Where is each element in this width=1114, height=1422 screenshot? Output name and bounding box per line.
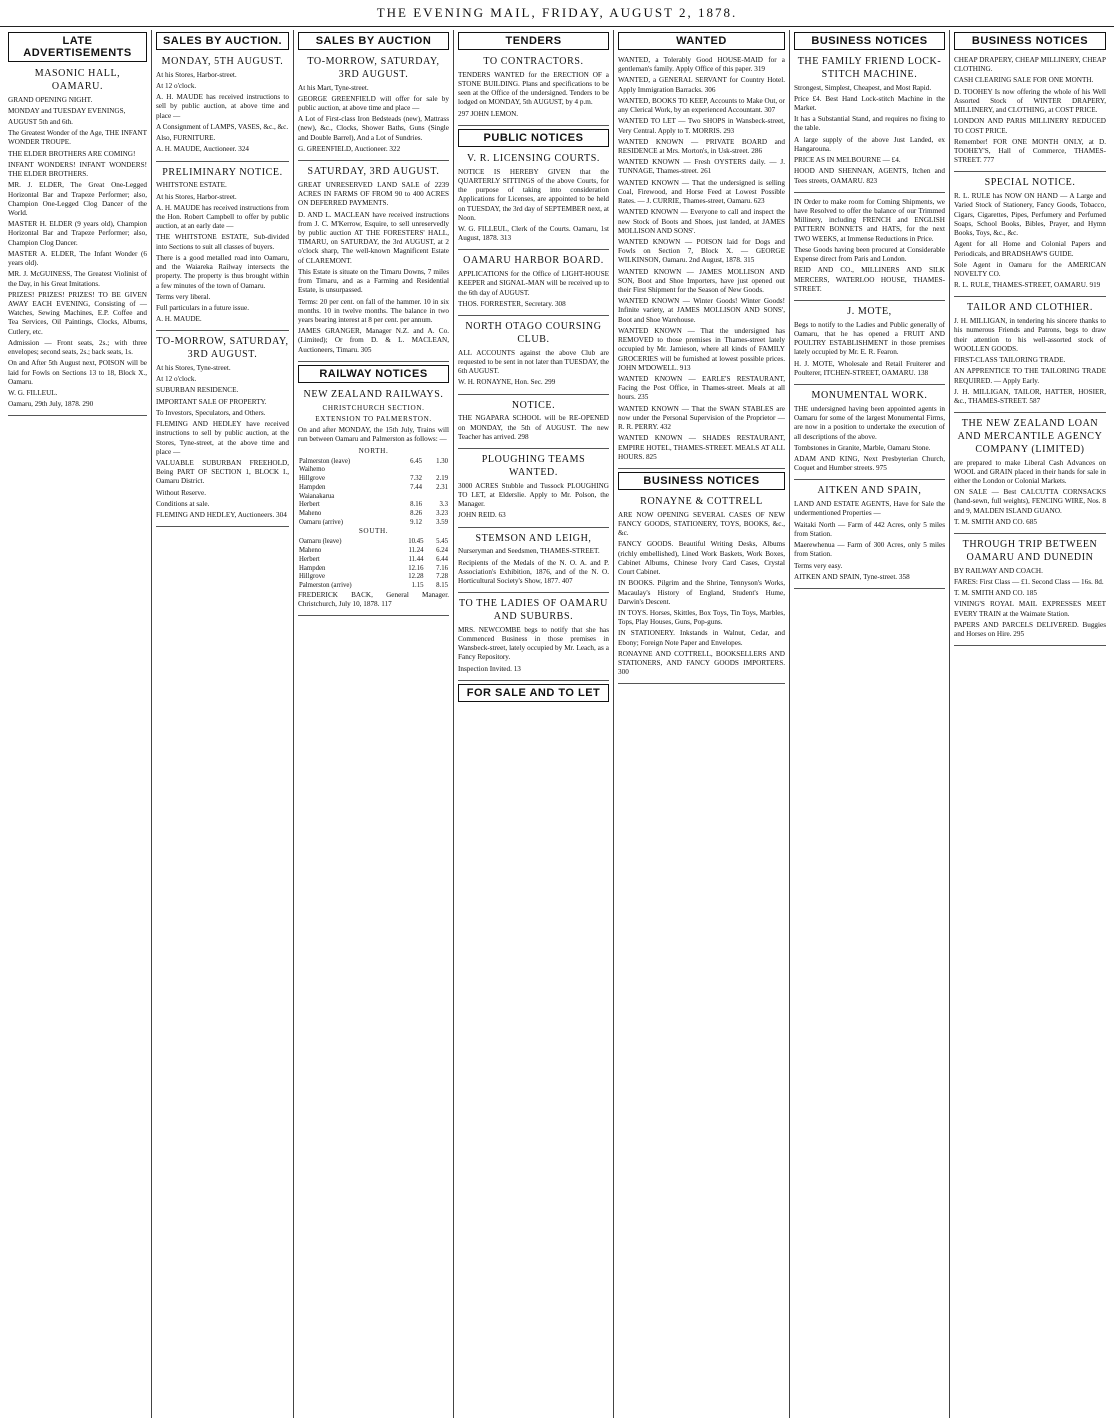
ad-line: ARE NOW OPENING SEVERAL CASES OF NEW FANCY GOODS, STATIONERY, TOYS, BOOKS, &c., &c.: [618, 510, 785, 538]
ad-line: D. AND L. MACLEAN have received instructions from J. C. M'Kerrow, Esquire, to sell unreservedly by public auction AT THE FORESTERS' HALL, TIMARU, on SATURDAY, the 3rd AUGUST, at 2 o'clock sharp, The well-known Magnificent Estate of CLAREMONT.: [298, 210, 449, 265]
ad-line: WANTED KNOWN — POISON laid for Dogs and Fowls on Section 7, Block X. — GEORGE WILKINSON, Oamaru. 2nd August, 1878. 315: [618, 237, 785, 265]
timetable-cell: 7.16: [436, 564, 448, 572]
timetable-cell: Waianakarua: [299, 492, 335, 500]
ad-line: FANCY GOODS. Beautiful Writing Desks, Albums (richly embellished), Lined Work Baskets, Work Boxes, Cabinet Albums, Chinese Ivory Card Cases, Crystal Court Cabinet.: [618, 540, 785, 577]
section-heading: RAILWAY NOTICES: [298, 365, 449, 383]
ad-line: W. G. FILLEUL, Clerk of the Courts. Oamaru, 1st August, 1878. 313: [458, 225, 609, 243]
ad-line: MR. J. ELDER, The Great One-Legged Horizontal Bar and Trapeze Performer; also, Champion One-Legged Clog Dancer of the World.: [8, 181, 147, 217]
advertisement: [458, 596, 609, 681]
ad-line: LONDON AND PARIS MILLINERY REDUCED TO COST PRICE.: [954, 117, 1106, 135]
timetable-cell: 5.45: [436, 538, 448, 546]
ad-line: Terms very liberal.: [156, 292, 211, 301]
advertisement: [954, 175, 1106, 297]
ad-line: APPLICATIONS for the Office of LIGHT-HOUSE KEEPER and SIGNAL-MAN will be received up to the 6th day of AUGUST.: [458, 270, 609, 297]
ad-title: THE FAMILY FRIEND LOCK-STITCH MACHINE.: [797, 56, 942, 80]
ad-line: Remember! FOR ONE MONTH ONLY, at D. TOOHEY'S, Hall of Commerce, THAMES-STREET. 777: [954, 137, 1106, 165]
ad-line: Sole Agent in Oamaru for the AMERICAN NOVELTY CO.: [954, 260, 1106, 278]
ad-line: are prepared to make Liberal Cash Advances on WOOL and GRAIN placed in their hands for sale in either the London or Colonial Markets.: [954, 458, 1106, 485]
ad-title: RONAYNE & COTTRELL: [640, 495, 763, 507]
advertisement: [298, 54, 449, 161]
timetable-row: [298, 582, 449, 591]
advertisement: [8, 66, 147, 416]
timetable-cell: Maheno: [299, 509, 322, 517]
ad-line: T. M. SMITH AND CO. 185: [954, 589, 1037, 598]
timetable-cell: 6.45: [410, 457, 423, 465]
ad-line: FIRST-CLASS TAILORING TRADE.: [954, 356, 1066, 365]
ad-line: NOTICE IS HEREBY GIVEN that the QUARTERLY SITTINGS of the above Courts, for the purpose of taking into consideration Applications for Licenses, are appointed to be held on TUESDAY, the 3rd day of SEPTEMBER next, at Noon.: [458, 167, 609, 222]
ad-title: TO-MORROW, SATURDAY, 3RD AUGUST.: [307, 56, 440, 80]
ad-line: THE undersigned having been appointed agents in Oamaru for some of the largest Monumental Firms, are now in a position to undertake the execution of all descriptions of the above.: [794, 404, 945, 441]
timetable-row: [298, 466, 449, 475]
ad-line: A. H. MAUDE has received instructions to sell by public auction, at above time and place —: [156, 93, 289, 120]
ad-line: JAMES GRANGER, Manager N.Z. and A. Co. (Limited); Or from D. & L. MACLEAN, Auctioneers, Timaru. 305: [298, 327, 449, 354]
ad-line: WANTED KNOWN — PRIVATE BOARD and RESIDENCE at Mrs. Morton's, in Usk-street. 286: [618, 137, 785, 155]
ad-line: MRS. NEWCOMBE begs to notify that she has Commenced Business in those premises in Wansbeck-street, lately occupied by Mr. Leach, as a Fancy Repository.: [458, 625, 609, 662]
ad-line: MASTER H. ELDER (9 years old), Champion Horizontal Bar and Trapeze Performer; also, Champion Clog Dancer.: [8, 220, 147, 247]
timetable-cell: 9.12: [410, 518, 423, 526]
ad-line: J. H. MILLIGAN, TAILOR, HATTER, HOSIER, &c., THAMES-STREET. 587: [954, 387, 1106, 405]
timetable-row: [298, 501, 449, 510]
ad-line: THOS. FORRESTER, Secretary. 308: [458, 299, 566, 308]
ad-title: TO CONTRACTORS.: [483, 56, 584, 67]
ad-line: RONAYNE AND COTTRELL, BOOKSELLERS AND STATIONERS, AND FANCY GOODS IMPORTERS. 300: [618, 649, 785, 677]
ad-line: INFANT WONDERS! INFANT WONDERS! THE ELDER BROTHERS.: [8, 160, 147, 179]
ad-line: FARES: First Class — £1. Second Class — 16s. 8d.: [954, 577, 1104, 586]
ad-line: WANTED TO LET — Two SHOPS in Wansbeck-street, Very Central. Apply to T. MORRIS. 293: [618, 117, 785, 135]
section-heading: LATE ADVERTISEMENTS: [8, 32, 147, 62]
timetable-row: [298, 556, 449, 565]
advertisement: [618, 54, 785, 469]
timetable-cell: 6.24: [436, 547, 448, 555]
timetable-cell: [397, 493, 423, 502]
column-business-notices-2: [950, 30, 1110, 1418]
ad-line: On and After 5th August next, POISON will be laid for Fowls on Sections 13 to 18, Block X., Oamaru.: [8, 359, 147, 386]
timetable-cell: 12.16: [408, 564, 424, 572]
ad-line: Price £4. Best Hand Lock-stitch Machine in the Market.: [794, 94, 945, 113]
timetable-row: [298, 547, 449, 556]
advertisement: [794, 304, 945, 385]
ad-line: 3000 ACRES Stubble and Tussock PLOUGHING TO LET, at Elderslie. Apply to Mr. Polson, the Manager.: [458, 481, 609, 509]
timetable-cell: [423, 466, 449, 475]
advertisement: [458, 54, 609, 126]
ad-line: Recipients of the Medals of the N. O. A. and P. Association's Exhibition, 1876, and of the N. O. Horticultural Society's Show, 1877. 407: [458, 558, 609, 585]
ad-line: WANTED KNOWN — Winter Goods! Winter Goods! Infinite variety, at JAMES MOLLISON AND SONS', Boot and Shoe Warehouse.: [618, 297, 785, 324]
ad-line: WANTED KNOWN — Fresh OYSTERS daily. — J. TUNNAGE, Thames-street. 261: [618, 158, 785, 176]
railway-section: CHRISTCHURCH SECTION.: [322, 403, 425, 412]
ad-line: WANTED, a Tolerably Good HOUSE-MAID for a gentleman's family. Apply Office of this paper. 319: [618, 56, 785, 74]
timetable-cell: 3.3: [439, 501, 448, 509]
ad-line: AUGUST 5th and 6th.: [8, 118, 73, 127]
ad-line: At his Stores, Harbor-street.: [156, 192, 237, 201]
advertisement: [794, 196, 945, 301]
ad-line: HOOD AND SHENNAN, AGENTS, Itchen and Tees streets, OAMARU. 823: [794, 167, 945, 185]
ad-line: Inspection Invited. 13: [458, 664, 521, 673]
ad-line: PRIZES! PRIZES! PRIZES! TO BE GIVEN AWAY EACH EVENING, Consisting of — Watches, Sewing Machines, E.P. Coffee and Tea Services, Oil Paintings, Clocks, Albums, Cutlery, etc.: [8, 290, 147, 336]
advertisement: [794, 54, 945, 193]
ad-title: V. R. LICENSING COURTS.: [466, 152, 601, 164]
ad-line: MONDAY and TUESDAY EVENINGS,: [8, 106, 126, 115]
railway-title: NEW ZEALAND RAILWAYS.: [303, 388, 444, 400]
ad-title: THE NEW ZEALAND LOAN AND MERCANTILE AGENCY COMPANY (LIMITED): [957, 418, 1103, 455]
ad-line: D. TOOHEY Is now offering the whole of his Well Assorted Stock of WINTER DRAPERY, MILLINERY, and CLOTHING, at COST PRICE.: [954, 87, 1106, 115]
masthead-title: THE EVENING MAIL, FRIDAY, AUGUST 2, 1878.: [376, 5, 738, 20]
ad-title: TO THE LADIES OF OAMARU AND SUBURBS.: [459, 598, 608, 622]
timetable-cell: 7.28: [436, 573, 448, 581]
ad-line: IN TOYS. Horses, Skittles, Box Toys, Tin Toys, Marbles, Tops, Play Houses, Guns, Pop-guns.: [618, 608, 785, 627]
ad-line: TENDERS WANTED for the ERECTION OF a STONE BUILDING. Plans and specifications to be seen at the Office of the undersigned. Tenders to be lodged on MONDAY, 5th AUGUST, by 4 p.m.: [458, 70, 609, 107]
masthead: [0, 0, 1114, 27]
ad-line: CASH CLEARING SALE FOR ONE MONTH.: [954, 76, 1094, 85]
section-heading: TENDERS: [458, 32, 609, 50]
ad-line: ALL ACCOUNTS against the above Club are requested to be sent in not later than TUESDAY, the 6th AUGUST.: [458, 348, 609, 376]
ad-line: PAPERS AND PARCELS DELIVERED. Buggies and Horses on Hire. 295: [954, 620, 1106, 638]
ad-title: TAILOR AND CLOTHIER.: [967, 302, 1093, 314]
advertisement: [458, 398, 609, 449]
timetable-cell: Hillgrove: [299, 573, 326, 581]
ad-line: THE NGAPARA SCHOOL will be RE-OPENED on MONDAY, the 5th of AUGUST. The new Teacher has arrived. 298: [458, 414, 609, 441]
ad-line: At 12 o'clock.: [156, 375, 197, 384]
column-tenders-public-notices: [454, 30, 614, 1418]
timetable-cell: 2.19: [436, 475, 448, 483]
ad-line: Maerewhenua — Farm of 300 Acres, only 5 miles from Station.: [794, 541, 945, 559]
ad-line: IMPORTANT SALE OF PROPERTY.: [156, 397, 267, 406]
ad-title: J. MOTE,: [847, 305, 892, 317]
advertisement: [794, 483, 945, 589]
ad-line: Full particulars in a future issue.: [156, 303, 250, 312]
ad-line: GRAND OPENING NIGHT.: [8, 95, 93, 104]
timetable-row: [298, 493, 449, 502]
ad-line: GREAT UNRESERVED LAND SALE of 2239 ACRES IN FARMS OF FROM 90 to 400 ACRES ON DEFERRED PAYMENTS.: [298, 180, 449, 208]
ad-line: R. L. RULE has NOW ON HAND — A Large and Varied Stock of Stationery, Fancy Goods, Tobacco, Cigars, Cigarettes, Pipes, Perfumery and Perfumed Soaps, School Books, Bibles, Prayer, and Hymn Books, Toys, &c., &c.: [954, 192, 1106, 238]
ad-line: FLEMING AND HEDLEY, Auctioneers. 304: [156, 511, 287, 520]
advertisement: [618, 494, 785, 685]
timetable-row: [298, 573, 449, 582]
section-heading: PUBLIC NOTICES: [458, 129, 609, 147]
ad-line: ON SALE — Best CALCUTTA CORNSACKS (hand-sewn, full weights), FENCING WIRE, Nos. 8 and 9, MALDEN ISLAND GUANO.: [954, 488, 1106, 515]
timetable-cell: 11.44: [408, 555, 424, 563]
ad-title: NORTH OTAGO COURSING CLUB.: [465, 321, 602, 345]
ad-line: BY RAILWAY AND COACH.: [954, 566, 1043, 575]
timetable-cell: 1.30: [436, 457, 448, 465]
ad-line: A. H. MAUDE.: [156, 315, 202, 324]
advertisement: [298, 164, 449, 362]
section-heading: BUSINESS NOTICES: [618, 472, 785, 490]
timetable: [298, 538, 449, 590]
advertisement: [458, 531, 609, 594]
timetable-cell: 12.28: [408, 573, 424, 581]
ad-line: The Greatest Wonder of the Age, THE INFANT WONDER TROUPE.: [8, 129, 147, 147]
ad-line: Strongest, Simplest, Cheapest, and Most Rapid.: [794, 83, 932, 92]
ad-line: R. L. RULE, THAMES-STREET, OAMARU. 919: [954, 281, 1101, 290]
ad-line: MR. J. McGUINESS, The Greatest Violinist of the Day, in his Great Imitations.: [8, 270, 147, 288]
ad-line: A. H. MAUDE has received instructions from the Hon. Robert Campbell to offer by public auction, at an early date —: [156, 203, 289, 231]
timetable-direction: NORTH.: [358, 446, 389, 455]
advertisement: [458, 151, 609, 251]
timetable-cell: Hampden: [299, 483, 326, 491]
ad-line: THE ELDER BROTHERS ARE COMING!: [8, 149, 136, 158]
ad-line: REID AND CO., MILLINERS AND SILK MERCERS, WATERLOO HOUSE, THAMES-STREET.: [794, 266, 945, 293]
advertisement: [954, 537, 1106, 646]
timetable-cell: Palmerston (arrive): [299, 581, 352, 589]
timetable-cell: 10.45: [408, 538, 424, 546]
ad-line: G. GREENFIELD, Auctioneer. 322: [298, 144, 401, 153]
timetable-cell: Maheno: [299, 547, 322, 555]
advertisement: [954, 416, 1106, 534]
ad-line: IN BOOKS. Pilgrim and the Shrine, Tennyson's Works, Macaulay's History of England, Student's Hume, Darwin's Descent.: [618, 579, 785, 606]
ad-line: WANTED KNOWN — Everyone to call and inspect the new Stock of Boots and Shoes, just landed, at JAMES MOLLISON AND SONS'.: [618, 208, 785, 235]
ad-line: THE WHITSTONE ESTATE, Sub-divided into Sections to suit all classes of buyers.: [156, 233, 289, 251]
ad-line: H. J. MOTE, Wholesale and Retail Fruiterer and Poulterer, ITCHEN-STREET, OAMARU. 138: [794, 359, 945, 377]
ad-line: Conditions at sale.: [156, 499, 210, 508]
section-heading: WANTED: [618, 32, 785, 50]
ad-line: WANTED KNOWN — That the undersigned is selling Coal, Firewood, and Horse Feed at Lowest Possible Rates. — J. CURRIE, Thames-street, Oamaru. 623: [618, 178, 785, 206]
section-heading: FOR SALE AND TO LET: [458, 684, 609, 702]
ad-line: CHEAP DRAPERY, CHEAP MILLINERY, CHEAP CLOTHING.: [954, 56, 1106, 74]
timetable-cell: 8.15: [436, 581, 448, 589]
ad-line: WHITSTONE ESTATE.: [156, 181, 227, 190]
ad-line: A large supply of the above Just Landed, ex Hangarouna.: [794, 135, 945, 153]
section-heading: SALES BY AUCTION.: [156, 32, 289, 50]
ad-line: Admission — Front seats, 2s.; with three envelopes; second seats, 2s.; back seats, 1s.: [8, 338, 147, 357]
ad-line: FLEMING AND HEDLEY have received instructions to sell by public auction, at the Stores, Tyne-street, at the above time and place —: [156, 420, 289, 456]
ad-title: AITKEN AND SPAIN,: [817, 485, 922, 497]
timetable-row: [298, 484, 449, 493]
timetable-cell: [397, 466, 423, 475]
ad-line: LAND AND ESTATE AGENTS, Have for Sale the undermentioned Properties —: [794, 500, 945, 518]
ad-line: Nurseryman and Seedsmen, THAMES-STREET.: [458, 547, 600, 556]
ad-line: WANTED KNOWN — That the undersigned has REMOVED to those premises in Thames-street lately occupied by Mr. Jamieson, where all kinds of FAMILY GROCERIES will be furnished at lowest possible prices. JOHN M'DOWELL. 913: [618, 326, 785, 372]
newspaper-columns: [4, 30, 1110, 1418]
ad-title: SPECIAL NOTICE.: [984, 177, 1076, 189]
timetable-cell: Palmerston (leave): [299, 457, 351, 465]
timetable: [298, 458, 449, 528]
ad-line: PRICE AS IN MELBOURNE — £4.: [794, 156, 901, 165]
ad-line: To Investors, Speculators, and Others.: [156, 408, 266, 417]
ad-line: At 12 o'clock.: [156, 82, 197, 91]
ad-line: JOHN REID. 63: [458, 511, 506, 520]
ad-line: Oamaru, 29th July, 1878. 290: [8, 400, 94, 409]
ad-line: AITKEN AND SPAIN, Tyne-street. 358: [794, 572, 910, 581]
ad-line: A Consignment of LAMPS, VASES, &c., &c.: [156, 122, 289, 131]
timetable-row: [298, 475, 449, 484]
ad-title: STEMSON AND LEIGH,: [475, 532, 592, 544]
timetable-direction: SOUTH.: [358, 527, 389, 536]
timetable-cell: 3.23: [436, 509, 448, 517]
timetable-row: [298, 458, 449, 467]
ad-line: Waitaki North — Farm of 442 Acres, only 5 miles from Station.: [794, 520, 945, 538]
ad-line: At his Stores, Harbor-street.: [156, 70, 237, 79]
ad-line: A. H. MAUDE, Auctioneer. 324: [156, 145, 250, 154]
ad-line: Without Reserve.: [156, 488, 207, 497]
railway-extension: EXTENSION TO PALMERSTON.: [315, 414, 432, 423]
ad-title: TO-MORROW, SATURDAY, 3RD AUGUST.: [156, 336, 289, 361]
ad-title: OAMARU HARBOR BOARD.: [463, 255, 604, 267]
timetable-cell: 6.44: [436, 555, 448, 563]
advertisement: [458, 452, 609, 527]
column-sales-by-auction-2: [294, 30, 454, 1418]
advertisement: [458, 319, 609, 394]
ad-line: IN Order to make room for Coming Shipments, we have Resolved to offer the balance of our Trimmed Millinery, including FRENCH and ENGLISH PATTERN BONNETS and HATS, for the next TWO WEEKS, at Immense Reductions in Price.: [794, 197, 945, 243]
ad-line: WANTED KNOWN — SHADES RESTAURANT, EMPIRE HOTEL, THAMES-STREET. MEALS AT ALL HOURS. 825: [618, 434, 785, 461]
railway-intro: On and after MONDAY, the 15th July, Trains will run between Oamaru and Palmerston as follows: —: [298, 426, 449, 444]
ad-title: SATURDAY, 3RD AUGUST.: [307, 166, 440, 178]
ad-line: W. G. FILLEUL.: [8, 388, 58, 397]
ad-line: Terms very easy.: [794, 561, 843, 570]
ad-line: Begs to notify to the Ladies and Public generally of Oamaru, that he has opened a FRUIT AND POULTRY ESTABLISHMENT in those premises lately occupied by Mr. E. R. Fearon.: [794, 320, 945, 357]
ad-line: It has a Substantial Stand, and requires no fixing to the table.: [794, 115, 945, 133]
timetable-row: [298, 538, 449, 547]
ad-line: VALUABLE SUBURBAN FREEHOLD, Being PART OF SECTION 1, BLOCK I., Oamaru District.: [156, 458, 289, 486]
section-heading: SALES BY AUCTION: [298, 32, 449, 50]
ad-line: This Estate is situate on the Timaru Downs, 7 miles from Timaru, and as a Farming and Residential Estate, is unsurpassed.: [298, 267, 449, 295]
timetable-cell: [423, 493, 449, 502]
column-sales-by-auction-1: [152, 30, 294, 1418]
ad-line: WANTED, a GENERAL SERVANT for Country Hotel. Apply Immigration Barracks. 306: [618, 76, 785, 94]
column-wanted: [614, 30, 790, 1418]
advertisement: [156, 54, 289, 162]
ad-line: AN APPRENTICE TO THE TAILORING TRADE REQUIRED. — Apply Early.: [954, 367, 1106, 385]
section-heading: BUSINESS NOTICES: [954, 32, 1106, 50]
ad-line: ADAM AND KING, Next Presbyterian Church, Coquet and Humber streets. 975: [794, 454, 945, 473]
ad-line: There is a good metalled road into Oamaru, and the Waiareka Railway intersects the property. The property is thus brought within a few minutes of the town of Oamaru.: [156, 253, 289, 290]
timetable-row: [298, 565, 449, 574]
railway-timetable: [298, 387, 449, 616]
ad-title: PLOUGHING TEAMS WANTED.: [481, 454, 586, 478]
ad-title: MASONIC HALL, OAMARU.: [34, 68, 121, 92]
column-late-advertisements: [4, 30, 152, 1418]
timetable-cell: 3.59: [436, 518, 448, 526]
timetable-cell: 8.26: [410, 509, 423, 517]
ad-line: WANTED KNOWN — EARLE'S RESTAURANT, Facing the Post Office, in Thames-street. Meals at all hours. 235: [618, 375, 785, 402]
advertisement: [458, 253, 609, 316]
timetable-cell: Waihemo: [299, 466, 325, 474]
timetable-cell: Oamaru (leave): [299, 538, 342, 546]
ad-line: GEORGE GREENFIELD will offer for sale by public auction, at above time and place —: [298, 94, 449, 113]
ad-title: NOTICE.: [511, 399, 556, 411]
timetable-cell: 1.15: [411, 581, 424, 589]
timetable-cell: Herbert: [299, 501, 320, 509]
timetable-cell: Oamaru (arrive): [299, 518, 343, 526]
ad-line: These Goods having been procured at Considerable Expense direct from Paris and London.: [794, 245, 945, 264]
section-heading: BUSINESS NOTICES: [794, 32, 945, 50]
timetable-cell: 7.32: [410, 475, 423, 483]
ad-line: Tombstones in Granite, Marble, Oamaru Stone.: [794, 443, 931, 452]
ad-line: VINING'S ROYAL MAIL EXPRESSES MEET EVERY TRAIN at the Waimate Station.: [954, 600, 1106, 618]
timetable-cell: Herbert: [299, 555, 320, 563]
ad-line: Also, FURNITURE.: [156, 134, 216, 143]
ad-line: At his Mart, Tyne-street.: [298, 83, 369, 92]
ad-line: SUBURBAN RESIDENCE.: [156, 386, 239, 395]
ad-line: A Lot of First-class Iron Bedsteads (new), Mattrass (new), &c., Clocks, Shower Baths, Guns (Single and Double Barrel), And a Lot of Sundries.: [298, 115, 449, 142]
timetable-cell: 2.31: [436, 483, 448, 491]
advertisement: [954, 300, 1106, 413]
ad-title: MONUMENTAL WORK.: [811, 390, 928, 402]
advertisement: [156, 165, 289, 332]
ad-line: WANTED, BOOKS TO KEEP, Accounts to Make Out, or any Clerical Work, by an experienced Accountant. 307: [618, 96, 785, 115]
column-business-notices-1: [790, 30, 950, 1418]
ad-line: W. H. RONAYNE, Hon. Sec. 299: [458, 378, 556, 387]
ad-line: MASTER A. ELDER, The Infant Wonder (6 years old).: [8, 249, 147, 268]
advertisement: [954, 54, 1106, 172]
timetable-cell: Hampden: [299, 564, 326, 572]
ad-title: THROUGH TRIP BETWEEN OAMARU AND DUNEDIN: [962, 539, 1098, 563]
timetable-cell: 7.44: [410, 483, 423, 491]
ad-line: WANTED KNOWN — JAMES MOLLISON AND SON, Boot and Shoe Importers, have just opened out their First Shipment for the Season of New Goods.: [618, 267, 785, 295]
railway-signature: FREDERICK BACK, General Manager. Christchurch, July 10, 1878. 117: [298, 590, 449, 608]
timetable-row: [298, 519, 449, 528]
ad-line: WANTED KNOWN — That the SWAN STABLES are now under the Personal Supervision of the Proprietor — R. R. PERRY. 432: [618, 404, 785, 432]
ad-title: PRELIMINARY NOTICE.: [162, 166, 283, 178]
ad-line: Agent for all Home and Colonial Papers and Periodicals, and BRADSHAW'S GUIDE.: [954, 240, 1106, 258]
advertisement: [794, 388, 945, 480]
ad-line: 297 JOHN LEMON.: [458, 109, 519, 118]
advertisement: [156, 334, 289, 527]
timetable-cell: Hillgrove: [299, 475, 326, 483]
ad-line: At his Stores, Tyne-street.: [156, 364, 231, 372]
timetable-row: [298, 510, 449, 519]
ad-line: IN STATIONERY. Inkstands in Walnut, Cedar, and Ebony; Foreign Note Paper and Envelopes.: [618, 629, 785, 647]
ad-line: T. M. SMITH AND CO. 685: [954, 517, 1037, 526]
ad-title: MONDAY, 5TH AUGUST.: [161, 56, 284, 67]
timetable-cell: 8.16: [410, 501, 423, 509]
timetable-cell: 11.24: [408, 547, 424, 555]
ad-line: J. H. MILLIGAN, in tendering his sincere thanks to his numerous Friends and Patrons, begs to draw their attention to his well-assorted stock of WOOLLEN GOODS.: [954, 317, 1106, 353]
ad-line: Terms: 20 per cent. on fall of the hammer. 10 in six months. 10 in twelve months. The balance in two years bearing interest at 8 per cent. per annum.: [298, 297, 449, 324]
